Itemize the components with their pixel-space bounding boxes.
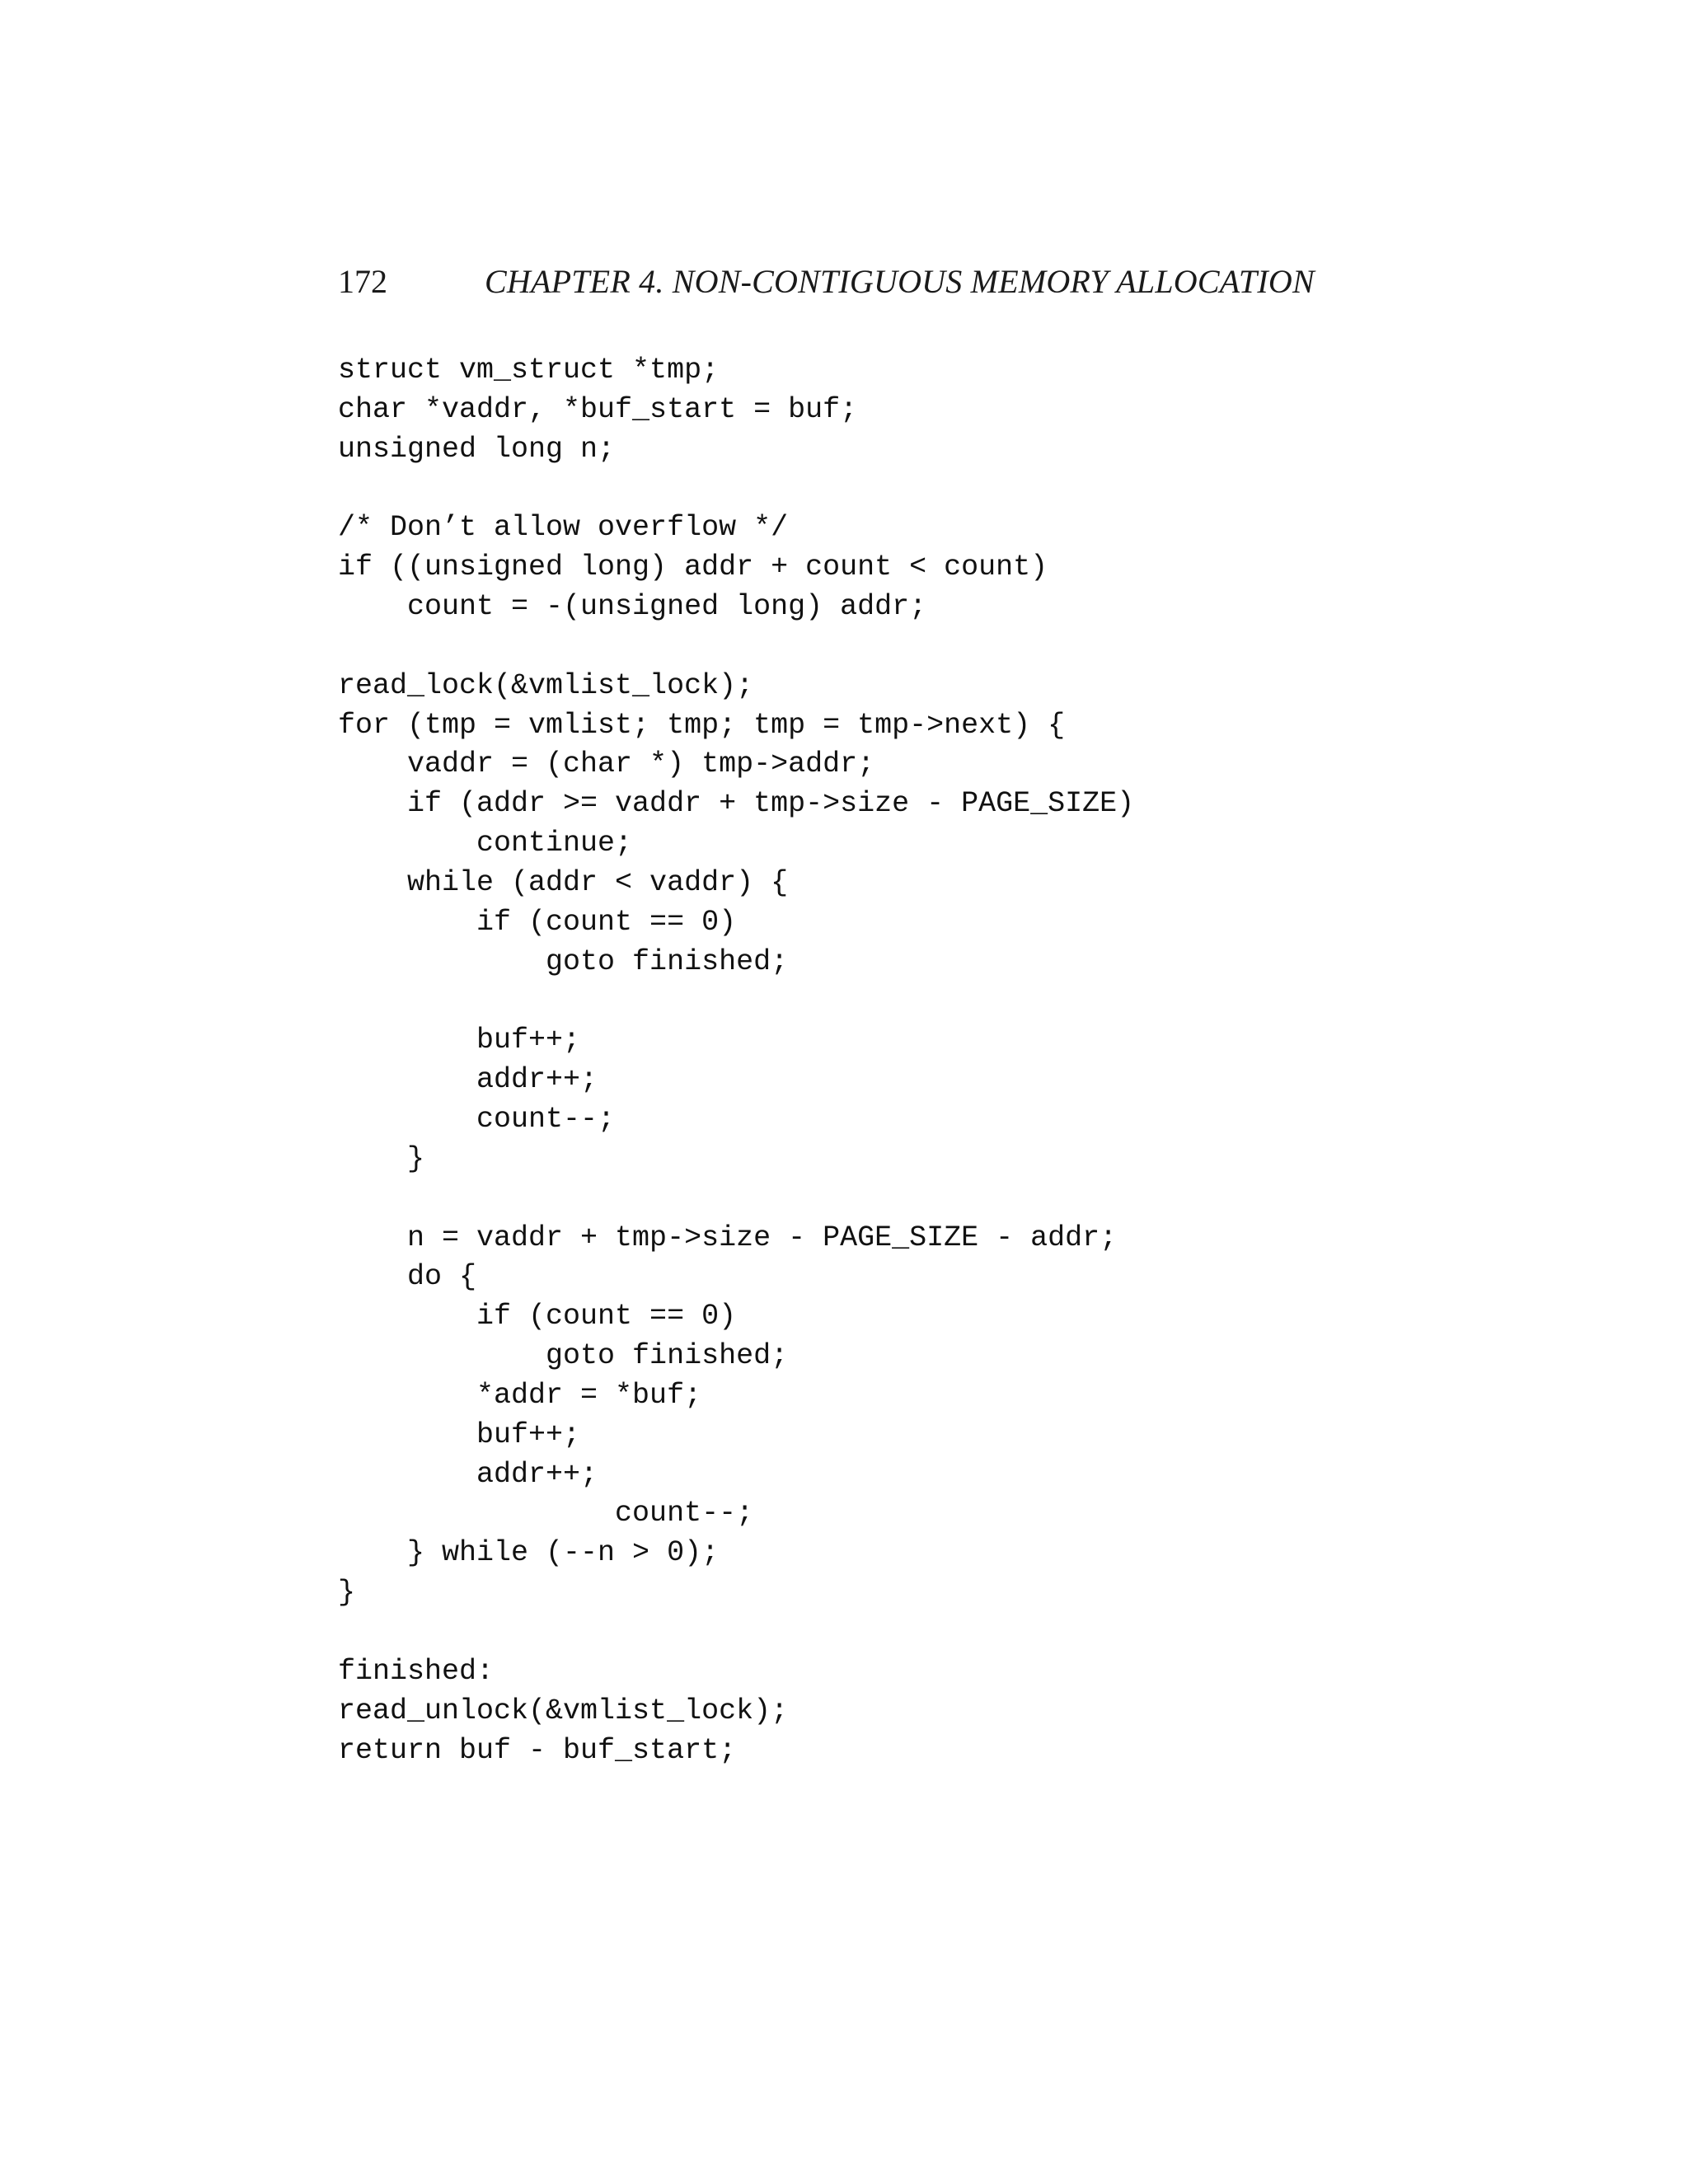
code-line	[338, 982, 1492, 1022]
code-listing	[338, 351, 1492, 1770]
code-line: addr++;	[338, 1063, 598, 1097]
code-line: } while (--n > 0);	[338, 1536, 720, 1570]
code-line: finished:	[338, 1654, 495, 1688]
chapter-title: CHAPTER 4. NON-CONTIGUOUS MEMORY ALLOCATION	[485, 263, 1315, 300]
code-line: return buf - buf_start;	[338, 1733, 737, 1767]
code-line	[338, 1179, 1492, 1219]
code-line: /* Don’t allow overflow */	[338, 511, 789, 545]
code-line: *addr = *buf;	[338, 1378, 702, 1412]
code-line: n = vaddr + tmp->size - PAGE_SIZE - addr;	[338, 1221, 1118, 1254]
code-line: read_lock(&vmlist_lock);	[338, 668, 754, 702]
code-line: goto finished;	[338, 1339, 789, 1373]
code-line: unsigned long n;	[338, 432, 616, 466]
code-line	[338, 1613, 1492, 1652]
code-line: count--;	[338, 1103, 616, 1137]
code-line: buf++;	[338, 1024, 581, 1057]
code-line: while (addr < vaddr) {	[338, 865, 789, 899]
code-line	[338, 627, 1492, 667]
code-line: count = -(unsigned long) addr;	[338, 590, 927, 624]
code-line	[338, 470, 1492, 509]
code-line: for (tmp = vmlist; tmp; tmp = tmp->next) {	[338, 708, 1066, 742]
code-line: }	[338, 1141, 425, 1175]
code-line: buf++;	[338, 1418, 581, 1451]
code-line: if ((unsigned long) addr + count < count)	[338, 551, 1048, 584]
running-header	[338, 257, 1409, 307]
code-line: if (addr >= vaddr + tmp->size - PAGE_SIZE)	[338, 787, 1135, 821]
code-line: if (count == 0)	[338, 1300, 737, 1333]
code-line: char *vaddr, *buf_start = buf;	[338, 392, 858, 426]
code-line: count--;	[338, 1497, 754, 1530]
page-number: 172	[338, 263, 387, 300]
code-line: continue;	[338, 827, 633, 860]
code-line: addr++;	[338, 1457, 598, 1491]
code-line: vaddr = (char *) tmp->addr;	[338, 748, 875, 781]
code-line: }	[338, 1576, 356, 1610]
code-line: do {	[338, 1260, 477, 1294]
code-line: struct vm_struct *tmp;	[338, 354, 720, 387]
code-line: read_unlock(&vmlist_lock);	[338, 1694, 789, 1727]
code-line: goto finished;	[338, 944, 789, 978]
code-line: if (count == 0)	[338, 905, 737, 939]
